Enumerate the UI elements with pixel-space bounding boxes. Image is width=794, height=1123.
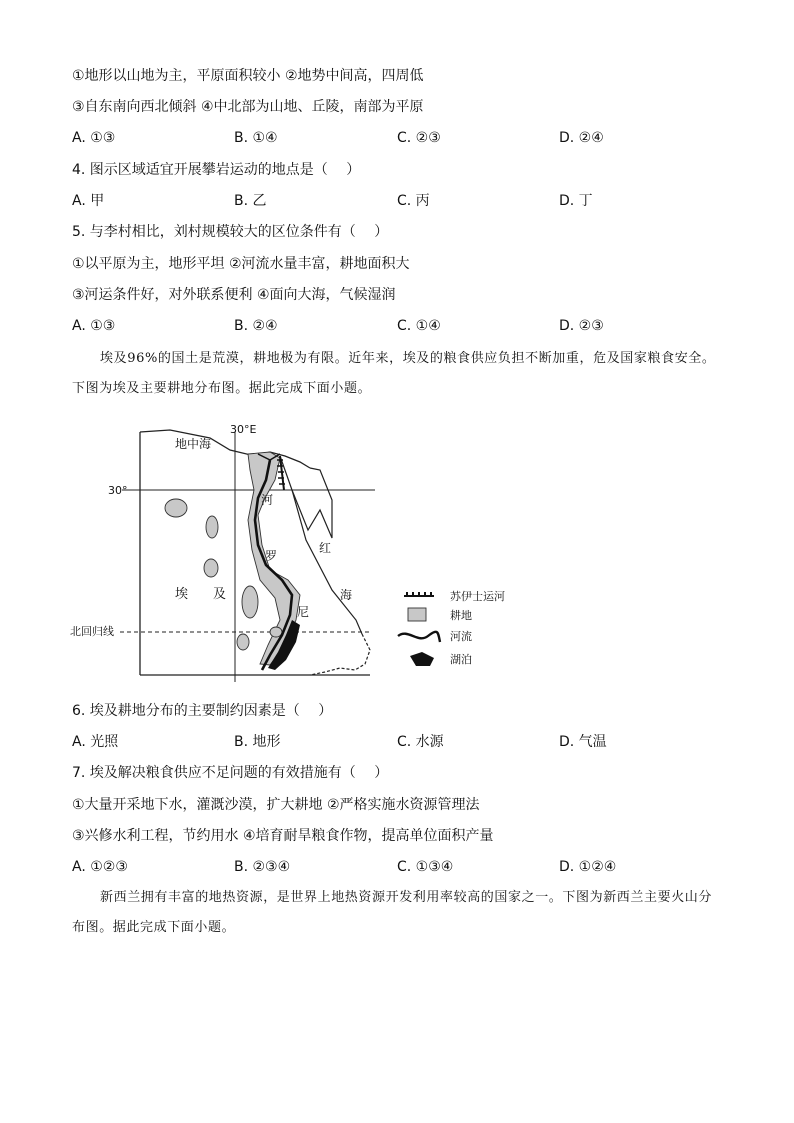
q4-options [72, 192, 732, 210]
q7-statement-2: ③兴修水利工程，节约用水 ④培育耐旱粮食作物，提高单位面积产量 [72, 828, 494, 844]
q3-option-d[interactable]: D. ②④ [559, 130, 604, 146]
q5-option-c[interactable]: C. ①④ [397, 318, 441, 334]
southern-border [310, 634, 370, 675]
q4-option-d[interactable]: D. 丁 [559, 193, 593, 209]
q7-option-c[interactable]: C. ①③④ [397, 859, 454, 875]
legend-farmland-symbol [408, 608, 426, 621]
q6-options [72, 733, 732, 751]
legend-river-label: 河流 [450, 630, 472, 643]
q4-stem: 4. 图示区域适宜开展攀岩运动的地点是（ ） [72, 162, 361, 178]
q4-option-b[interactable]: B. 乙 [234, 193, 267, 209]
oasis-3 [204, 559, 218, 577]
q5-option-a[interactable]: A. ①③ [72, 318, 116, 334]
label-30n: 30° [108, 484, 128, 497]
q3-statement-1: ①地形以山地为主，平原面积较小 ②地势中间高，四周低 [72, 68, 424, 84]
oasis-4 [242, 586, 258, 618]
oasis-1 [165, 499, 187, 517]
label-egypt-1: 埃 [175, 587, 189, 602]
q7-options [72, 858, 732, 876]
nz-intro-text: 新西兰拥有丰富的地热资源，是世界上地热资源开发利用率较高的国家之一。下图为新西兰主要火山分布图。据此完成下面小题。 [72, 890, 713, 935]
q3-statement-2: ③自东南向西北倾斜 ④中北部为山地、丘陵，南部为平原 [72, 99, 424, 115]
map-legend [398, 589, 505, 666]
label-red-sea-2: 海 [340, 588, 353, 602]
q4-option-a[interactable]: A. 甲 [72, 193, 105, 209]
oasis-5 [237, 634, 249, 650]
q3-option-b[interactable]: B. ①④ [234, 130, 278, 146]
label-tropic: 北回归线 [70, 625, 114, 638]
q4-option-c[interactable]: C. 丙 [397, 193, 430, 209]
egypt-intro-text: 埃及96%的国土是荒漠，耕地极为有限。近年来，埃及的粮食供应负担不断加重，危及国家粮食安全。下图为埃及主要耕地分布图。据此完成下面小题。 [72, 351, 716, 396]
q3-option-c[interactable]: C. ②③ [397, 130, 441, 146]
legend-farmland-label: 耕地 [450, 609, 472, 622]
oasis-2 [206, 516, 218, 538]
q5-stem: 5. 与李村相比，刘村规模较大的区位条件有（ ） [72, 224, 389, 240]
q7-option-d[interactable]: D. ①②④ [559, 859, 617, 875]
label-nile-river: 河 [261, 493, 274, 507]
legend-canal-label: 苏伊士运河 [450, 590, 505, 603]
mediterranean-coast [140, 430, 310, 468]
legend-lake-label: 湖泊 [450, 653, 472, 666]
label-nile-luo: 罗 [265, 549, 278, 563]
q6-stem: 6. 埃及耕地分布的主要制约因素是（ ） [72, 703, 333, 719]
label-egypt-2: 及 [213, 587, 227, 602]
label-30e: 30°E [230, 423, 257, 436]
sinai-coast [280, 456, 332, 538]
label-red-sea-1: 红 [319, 541, 332, 555]
legend-river-symbol [398, 632, 440, 642]
q6-option-c[interactable]: C. 水源 [397, 734, 444, 750]
label-mediterranean: 地中海 [175, 437, 212, 451]
q3-option-a[interactable]: A. ①③ [72, 130, 116, 146]
q6-option-b[interactable]: B. 地形 [234, 734, 281, 750]
q6-option-a[interactable]: A. 光照 [72, 734, 119, 750]
q6-option-d[interactable]: D. 气温 [559, 734, 607, 750]
q5-option-b[interactable]: B. ②④ [234, 318, 278, 334]
legend-lake-symbol [410, 652, 434, 666]
label-nile-ni: 尼 [297, 605, 310, 619]
q7-option-a[interactable]: A. ①②③ [72, 859, 128, 875]
q5-options [72, 317, 732, 335]
egypt-intro-paragraph [72, 344, 722, 404]
nz-intro-paragraph [72, 883, 722, 943]
q7-statement-1: ①大量开采地下水，灌溉沙漠，扩大耕地 ②严格实施水资源管理法 [72, 797, 480, 813]
q5-option-d[interactable]: D. ②③ [559, 318, 604, 334]
q7-option-b[interactable]: B. ②③④ [234, 859, 291, 875]
q5-statement-1: ①以平原为主，地形平坦 ②河流水量丰富，耕地面积大 [72, 256, 410, 272]
q3-options [72, 129, 732, 147]
egypt-farmland-map [70, 420, 530, 690]
q5-statement-2: ③河运条件好，对外联系便利 ④面向大海，气候湿润 [72, 287, 396, 303]
q7-stem: 7. 埃及解决粮食供应不足问题的有效措施有（ ） [72, 765, 389, 781]
